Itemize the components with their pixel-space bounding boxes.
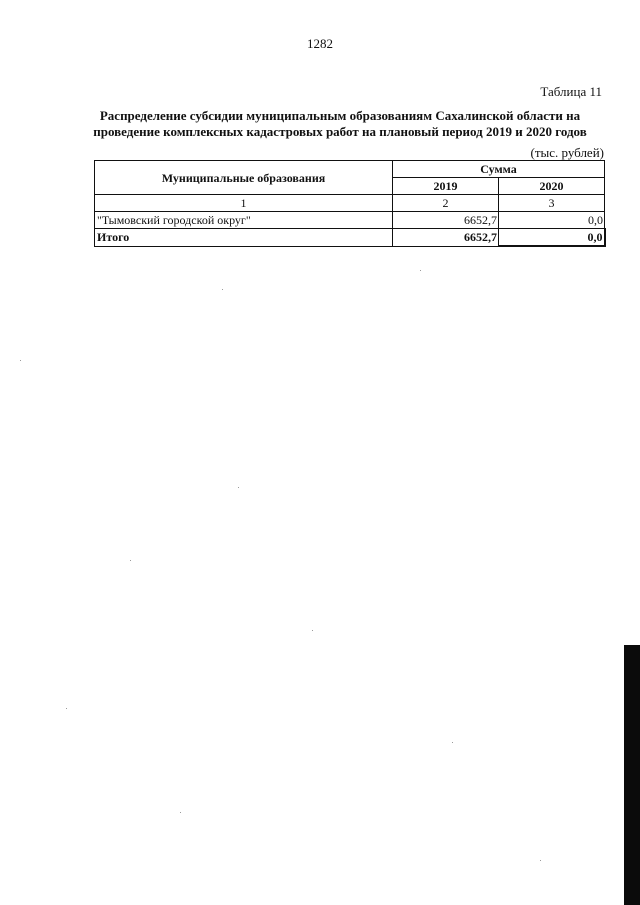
total-row [95,229,605,247]
table-row [95,212,605,229]
row-value-2019: 6652,7 [393,212,499,229]
scan-speck [180,812,181,813]
header-row-top [95,161,605,178]
column-number-2: 2 [393,195,499,212]
row-value-2020: 0,0 [499,212,605,229]
scan-speck [66,708,67,709]
header-sum: Сумма [393,161,605,178]
column-number-3: 3 [499,195,605,212]
total-value-2019: 6652,7 [393,229,499,247]
column-number-row [95,195,605,212]
scan-speck [222,289,223,290]
scan-speck [452,742,453,743]
table-label: Таблица 11 [540,84,602,99]
header-year-2020: 2020 [499,178,605,195]
title-line-1: Распределение субсидии муниципальным образованиям Сахалинской области на [99,108,581,123]
scan-speck [20,360,21,361]
title-line-2: проведение комплексных кадастровых работ на плановый период 2019 и 2020 годов [93,124,587,139]
total-value-2020: 0,0 [499,229,605,247]
scan-speck [540,860,541,861]
page-number: 1282 [307,36,333,51]
scan-speck [238,487,239,488]
total-label: Итого [95,229,393,247]
scan-edge-shadow [624,645,640,905]
units-label: (тыс. рублей) [530,145,604,160]
scan-speck [130,560,131,561]
header-year-2019: 2019 [393,178,499,195]
subsidy-table [94,160,606,247]
document-title [60,108,620,140]
column-number-1: 1 [95,195,393,212]
scan-speck [420,270,421,271]
header-municipality: Муниципальные образования [95,161,393,195]
scan-speck [312,630,313,631]
row-municipality-name: "Тымовский городской округ" [95,212,393,229]
